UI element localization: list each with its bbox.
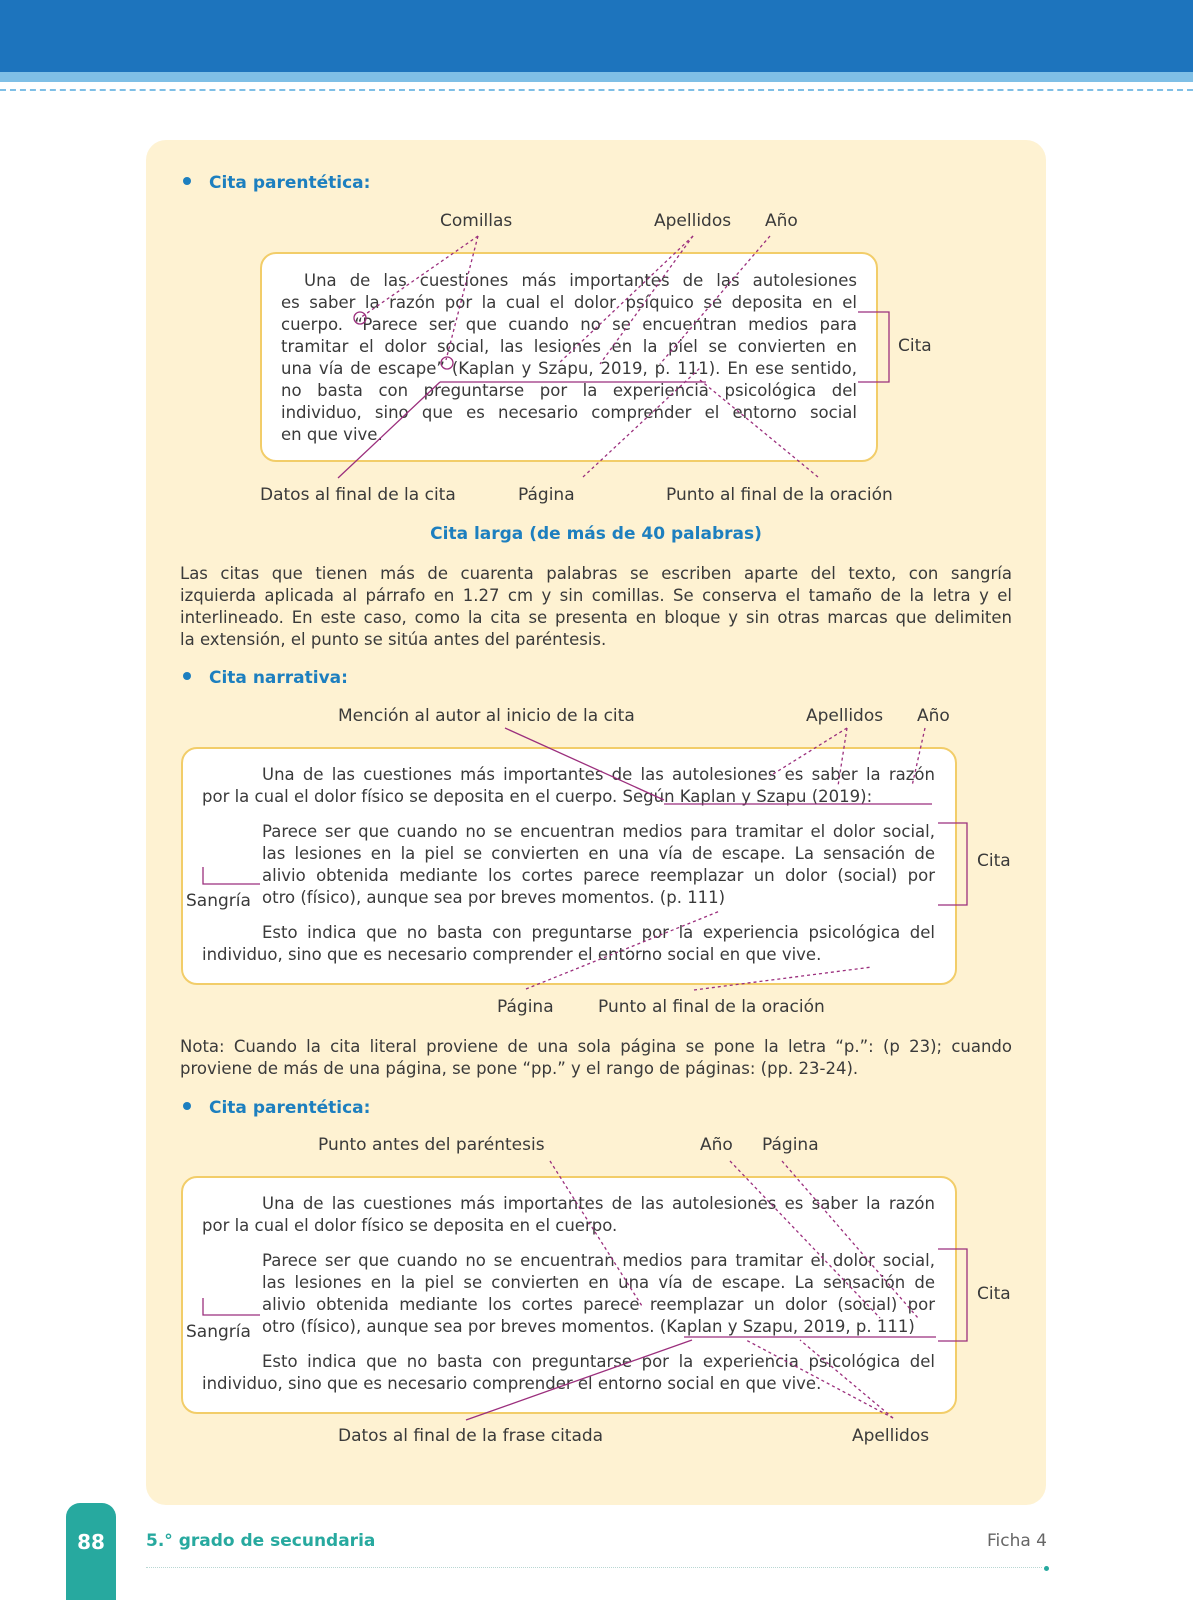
label-sangria: Sangría bbox=[186, 891, 251, 911]
label-apellidos: Apellidos bbox=[852, 1426, 930, 1446]
text-line: por la cual el dolor físico se deposita en el cuerpo. bbox=[202, 1216, 618, 1235]
section-heading: Cita parentética: bbox=[209, 1098, 371, 1118]
text-line: una vía de escape” (Kaplan y Szapu, 2019, p. 111). En ese sentido, bbox=[281, 359, 857, 378]
text-line: individuo, sino que es necesario comprender el entorno social bbox=[281, 403, 857, 422]
label-cita: Cita bbox=[898, 336, 932, 356]
text-line: Una de las cuestiones más importantes de las autolesiones es saber la razón bbox=[262, 1194, 935, 1213]
label-punto-antes: Punto antes del paréntesis bbox=[318, 1135, 545, 1155]
label-sangria: Sangría bbox=[186, 1322, 251, 1342]
quote-line: otro (físico), aunque sea por breves momentos. (Kaplan y Szapu, 2019, p. 111) bbox=[262, 1317, 915, 1336]
footer-rule bbox=[146, 1567, 1042, 1568]
label-punto-final: Punto al final de la oración bbox=[666, 485, 893, 505]
footer-grade: 5.° grado de secundaria bbox=[146, 1531, 376, 1551]
text-line: Esto indica que no basta con preguntarse por la experiencia psicológica del bbox=[262, 923, 935, 942]
quote-line: Parece ser que cuando no se encuentran medios para tramitar el dolor social, bbox=[262, 1251, 935, 1270]
label-anio: Año bbox=[917, 706, 950, 726]
text-line: en que vive. bbox=[281, 425, 383, 444]
quote-line: alivio obtenida mediante los cortes parece reemplazar un dolor (social) por bbox=[262, 1295, 935, 1314]
label-pagina: Página bbox=[497, 997, 554, 1017]
footer-sheet: Ficha 4 bbox=[986, 1531, 1047, 1551]
text-line: tramitar el dolor social, las lesiones en la piel se convierten en bbox=[281, 337, 857, 356]
text-line: Nota: Cuando la cita literal proviene de una sola página se pone la letra “p.”: (p 23); cuando bbox=[180, 1037, 1012, 1056]
quote-line: otro (físico), aunque sea por breves momentos. (p. 111) bbox=[262, 888, 726, 907]
label-apellidos: Apellidos bbox=[806, 706, 884, 726]
label-pagina: Página bbox=[762, 1135, 819, 1155]
text-line: por la cual el dolor físico se deposita en el cuerpo. Según Kaplan y Szapu (2019): bbox=[202, 787, 873, 806]
section-heading: Cita parentética: bbox=[209, 173, 371, 193]
quote-line: alivio obtenida mediante los cortes parece reemplazar un dolor (social) por bbox=[262, 866, 935, 885]
quote-line: las lesiones en la piel se convierten en una vía de escape. La sensación de bbox=[262, 1273, 935, 1292]
text-line: Las citas que tienen más de cuarenta palabras se escriben aparte del texto, con sangría bbox=[180, 564, 1012, 583]
text-line: Una de las cuestiones más importantes de las autolesiones es saber la razón bbox=[262, 765, 935, 784]
text-line: Una de las cuestiones más importantes de las autolesiones bbox=[304, 271, 857, 290]
text-line: individuo, sino que es necesario comprender el entorno social en que vive. bbox=[202, 945, 822, 964]
label-pagina: Página bbox=[518, 485, 575, 505]
text-line: la extensión, el punto se sitúa antes del paréntesis. bbox=[180, 630, 607, 649]
text-line: proviene de más de una página, se pone “pp.” y el rango de páginas: (pp. 23-24). bbox=[180, 1059, 859, 1078]
text-line: izquierda aplicada al párrafo en 1.27 cm y sin comillas. Se conserva el tamaño de la letra y el bbox=[180, 586, 1012, 605]
label-mencion-autor: Mención al autor al inicio de la cita bbox=[338, 706, 635, 726]
quote-line: Parece ser que cuando no se encuentran medios para tramitar el dolor social, bbox=[262, 822, 935, 841]
text-line: es saber la razón por la cual el dolor psíquico se deposita en el bbox=[281, 293, 857, 312]
text-line: Esto indica que no basta con preguntarse por la experiencia psicológica del bbox=[262, 1352, 935, 1371]
text-line: individuo, sino que es necesario comprender el entorno social en que vive. bbox=[202, 1374, 822, 1393]
label-datos-final: Datos al final de la frase citada bbox=[338, 1426, 604, 1446]
section-heading: Cita narrativa: bbox=[209, 668, 348, 688]
footer-dot bbox=[1044, 1566, 1049, 1571]
label-cita: Cita bbox=[977, 1284, 1011, 1304]
label-punto-final: Punto al final de la oración bbox=[598, 997, 825, 1017]
quote-line: las lesiones en la piel se convierten en una vía de escape. La sensación de bbox=[262, 844, 935, 863]
label-anio: Año bbox=[765, 211, 798, 231]
text-line: cuerpo. “Parece ser que cuando no se encuentran medios para bbox=[281, 315, 857, 334]
long-quote-title: Cita larga (de más de 40 palabras) bbox=[430, 524, 762, 544]
label-anio: Año bbox=[700, 1135, 733, 1155]
text-line: no basta con preguntarse por la experiencia psicológica del bbox=[281, 381, 857, 400]
label-datos-final: Datos al final de la cita bbox=[260, 485, 456, 505]
label-comillas: Comillas bbox=[440, 211, 513, 231]
label-cita: Cita bbox=[977, 851, 1011, 871]
label-apellidos: Apellidos bbox=[654, 211, 732, 231]
page-number: 88 bbox=[77, 1530, 105, 1554]
text-line: interlineado. En este caso, como la cita se presenta en bloque y sin otras marcas que delimiten bbox=[180, 608, 1012, 627]
